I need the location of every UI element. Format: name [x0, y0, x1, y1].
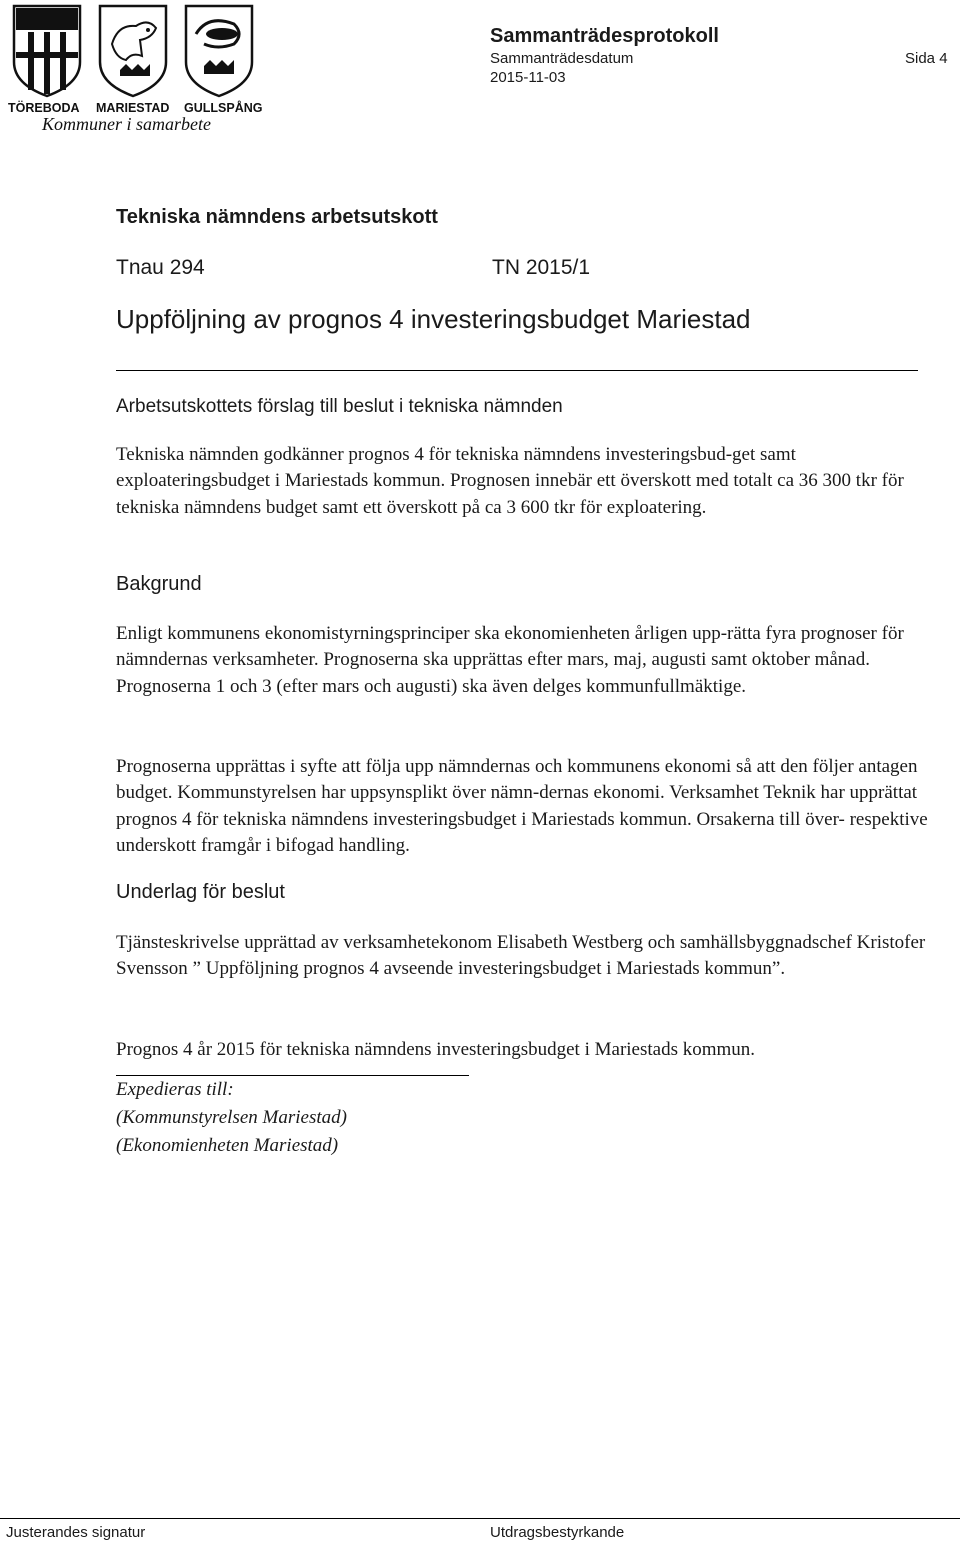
basis-paragraph-1: Tjänsteskrivelse upprättad av verksamhetekonom Elisabeth Westberg och samhällsbyggnadschef Kristofer Svensson ” Uppföljning prognos 4 avseende investeringsbudget i Mariestads kommun”.	[116, 932, 926, 980]
logo-toreboda-text: TÖREBODA	[8, 101, 80, 115]
background-paragraph-1: Enligt kommunens ekonomistyrningsprinciper ska ekonomienheten årligen upp-rätta fyra prognoser för nämndernas verksamheter. Prognoserna ska upprättas efter mars, maj, augusti samt oktober månad. Prognoserna 1 och 3 (efter mars och augusti) ska även delges kommunfullmäktige.	[116, 623, 904, 697]
page-number: Sida 4	[905, 50, 948, 67]
municipal-logo	[8, 4, 264, 134]
background-paragraph-2: Prognoserna upprättas i syfte att följa upp nämndernas och kommunens ekonomi så att den följer antagen budget. Kommunstyrelsen har uppsynsplikt över nämn-dernas ekonomi. Verksamhet Teknik har upprättat prognos 4 för tekniska nämndens investeringsbudget i Mariestads kommun. Orsakerna till över- respektive underskott framgår i bifogad handling.	[116, 756, 928, 856]
basis-heading: Underlag för beslut	[116, 881, 285, 903]
document-type-title: Sammanträdesprotokoll	[490, 25, 719, 47]
basis-paragraph-2: Prognos 4 år 2015 för tekniska nämndens investeringsbudget i Mariestads kommun.	[116, 1039, 756, 1060]
dispatch-label: Expedieras till:	[116, 1079, 234, 1100]
case-number: Tnau 294	[116, 256, 205, 279]
dispatch-divider	[116, 1075, 469, 1076]
committee-name: Tekniska nämndens arbetsutskott	[116, 206, 438, 228]
page-title: Uppföljning av prognos 4 investeringsbudget Mariestad	[116, 304, 751, 334]
logo-gullspang-text: GULLSPÅNG	[184, 101, 263, 115]
footer-divider	[0, 1518, 960, 1519]
title-divider	[116, 370, 918, 371]
diary-number: TN 2015/1	[492, 256, 591, 279]
logo-mariestad-text: MARIESTAD	[96, 101, 170, 115]
footer-certification-label: Utdragsbestyrkande	[490, 1524, 625, 1541]
mariestad-coat-of-arms-icon	[100, 6, 166, 96]
gullspang-coat-of-arms-icon	[186, 6, 252, 96]
footer-signature-label: Justerandes signatur	[6, 1524, 146, 1541]
background-heading: Bakgrund	[116, 573, 202, 595]
meeting-date: 2015-11-03	[490, 69, 566, 86]
proposal-heading: Arbetsutskottets förslag till beslut i tekniska nämnden	[116, 396, 563, 417]
toreboda-coat-of-arms-icon	[14, 6, 80, 96]
logo-tagline: Kommuner i samarbete	[42, 114, 211, 134]
dispatch-recipient: (Ekonomienheten Mariestad)	[116, 1135, 339, 1156]
dispatch-recipient: (Kommunstyrelsen Mariestad)	[116, 1107, 347, 1128]
proposal-text: Tekniska nämnden godkänner prognos 4 för tekniska nämndens investeringsbud-get samt exploateringsbudget i Mariestads kommun. Prognosen innebär ett överskott med totalt ca 36 300 tkr för tekniska nämndens budget samt ett överskott på ca 3 600 tkr för exploatering.	[116, 444, 904, 518]
meeting-date-label: Sammanträdesdatum	[490, 50, 634, 67]
